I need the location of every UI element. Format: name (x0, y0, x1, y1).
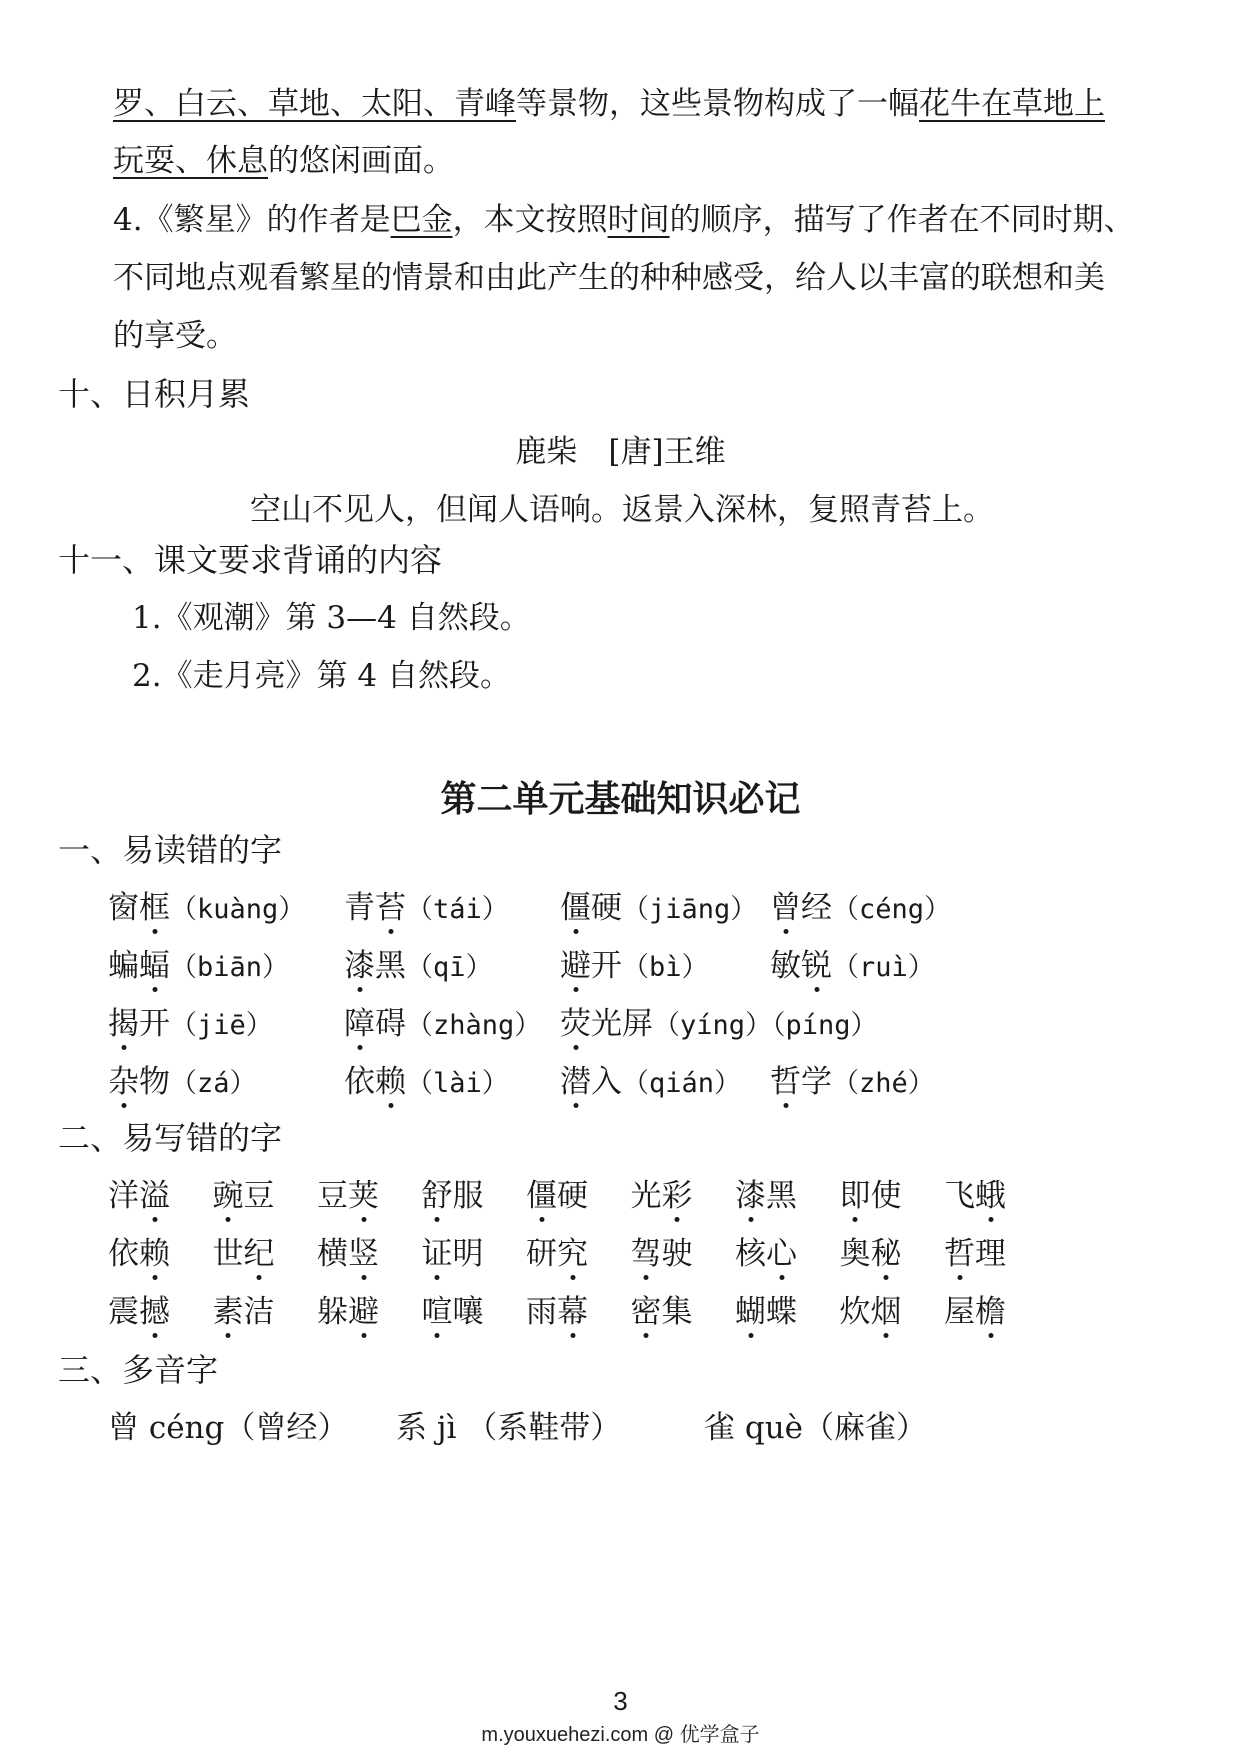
word-char: 嚷 (452, 1294, 484, 1330)
dotted-char: 秘 (870, 1236, 902, 1272)
easy-read-word (108, 946, 289, 988)
dotted-char: 僵 (560, 890, 591, 926)
dotted-char: 框 (139, 890, 170, 926)
easy-write-word (840, 1292, 902, 1332)
section-heading-easy-write: 二、易写错的字 (58, 1119, 283, 1157)
word-char: 横 (317, 1236, 348, 1272)
easy-write-word (213, 1176, 275, 1216)
dotted-char: 苔 (375, 890, 406, 926)
easy-read-word (108, 1004, 273, 1046)
easy-write-word (526, 1234, 588, 1274)
easy-read-word (560, 946, 709, 988)
pinyin: （qián） (622, 1068, 742, 1099)
dotted-char: 喧 (421, 1294, 453, 1330)
dotted-char: 驾 (630, 1236, 662, 1272)
easy-write-word (840, 1176, 902, 1216)
word-char: 黑 (375, 948, 406, 984)
pinyin: （ruì） (832, 952, 935, 983)
polyphone-item-2: 系 jì （系鞋带） (396, 1410, 622, 1446)
unit-title: 第二单元基础知识必记 (440, 779, 801, 820)
easy-read-word (770, 946, 935, 988)
easy-write-word (631, 1176, 693, 1216)
para-line-4: 不同地点观看繁星的情景和由此产生的种种感受，给人以丰富的联想和美 (113, 260, 1105, 296)
easy-read-word (560, 888, 757, 930)
dotted-char: 漆 (344, 948, 375, 984)
word-char: 洋 (108, 1178, 139, 1214)
easy-write-word (735, 1176, 797, 1216)
word-char: 物 (139, 1064, 170, 1100)
easy-write-word (108, 1292, 170, 1332)
word-char: 硬 (557, 1178, 588, 1214)
dotted-char: 锐 (801, 948, 832, 984)
word-char: 理 (975, 1236, 1006, 1272)
pinyin: （biān） (170, 952, 290, 983)
dotted-char: 哲 (770, 1064, 801, 1100)
pinyin: （zhàng） (406, 1010, 542, 1041)
easy-read-word (108, 1062, 257, 1104)
word-char: 使 (870, 1178, 902, 1214)
word-char: 躲 (317, 1294, 348, 1330)
word-char: 经 (801, 890, 832, 926)
page-number: 3 (613, 1686, 628, 1716)
dotted-char: 檐 (975, 1294, 1006, 1330)
answer-underline: 花牛在草地上 (919, 86, 1105, 122)
pinyin: （zhé） (832, 1068, 935, 1099)
easy-write-word (526, 1176, 588, 1216)
word-char: 屋 (944, 1294, 975, 1330)
dotted-char: 杂 (108, 1064, 139, 1100)
dotted-char: 烟 (870, 1294, 902, 1330)
easy-write-word (317, 1292, 379, 1332)
dotted-char: 蝠 (139, 948, 170, 984)
word-char: 敏 (770, 948, 801, 984)
answer-underline: 玩耍、休息 (113, 143, 268, 179)
easy-read-word (344, 1062, 509, 1104)
word-char: 青 (344, 890, 375, 926)
easy-write-word (944, 1176, 1006, 1216)
pinyin: （bì） (622, 952, 709, 983)
answer-underline: 时间 (607, 202, 670, 238)
footer-source: m.youxuehezi.com @ 优学盒子 (481, 1724, 760, 1746)
dotted-char: 溢 (139, 1178, 170, 1214)
easy-write-word (735, 1292, 797, 1332)
dotted-char: 幕 (557, 1294, 588, 1330)
word-char: 世 (212, 1236, 244, 1272)
easy-write-word (944, 1292, 1006, 1332)
word-char: 洁 (243, 1294, 275, 1330)
word-char: 集 (661, 1294, 693, 1330)
dotted-char: 赖 (375, 1064, 406, 1100)
dotted-char: 豌 (212, 1178, 244, 1214)
word-char: 奥 (839, 1236, 871, 1272)
easy-write-word (526, 1292, 588, 1332)
pinyin: （zá） (170, 1068, 257, 1099)
word-char: 入 (591, 1064, 622, 1100)
easy-write-word (422, 1234, 484, 1274)
pinyin: （céng） (832, 894, 952, 925)
easy-write-word (422, 1176, 484, 1216)
dotted-char: 赖 (139, 1236, 170, 1272)
dotted-char: 曾 (770, 890, 801, 926)
easy-read-word (560, 1062, 741, 1104)
poem-line: 空山不见人，但闻人语响。返景入深林，复照青苔上。 (250, 492, 994, 528)
section-heading-polyphone: 三、多音字 (58, 1351, 219, 1389)
word-char: 明 (452, 1236, 484, 1272)
word-char: 豆 (243, 1178, 275, 1214)
word-char: 核 (735, 1236, 766, 1272)
dotted-char: 舒 (421, 1178, 453, 1214)
dotted-char: 即 (839, 1178, 871, 1214)
easy-read-word (344, 888, 509, 930)
word-char: 窗 (108, 890, 139, 926)
pinyin: （jiāng） (622, 894, 758, 925)
easy-write-word (422, 1292, 484, 1332)
word-char: 豆 (317, 1178, 348, 1214)
dotted-char: 荧 (560, 1006, 591, 1042)
section-heading-11: 十一、课文要求背诵的内容 (58, 541, 443, 579)
polyphone-item-3: 雀 què（麻雀） (704, 1410, 928, 1446)
dotted-char: 哲 (944, 1236, 975, 1272)
dotted-char: 僵 (526, 1178, 557, 1214)
easy-write-word (108, 1176, 170, 1216)
dotted-char: 撼 (139, 1294, 170, 1330)
para-line-3: 4.《繁星》的作者是巴金，本文按照时间的顺序，描写了作者在不同时期、 (113, 202, 1135, 238)
easy-write-word (317, 1234, 379, 1274)
dotted-char: 荚 (348, 1178, 379, 1214)
word-char: 蝶 (766, 1294, 797, 1330)
word-char: 光屏 (591, 1006, 653, 1042)
word-char: 学 (801, 1064, 832, 1100)
dotted-char: 密 (630, 1294, 662, 1330)
pinyin: （yíng）（píng） (653, 1010, 878, 1041)
dotted-char: 纪 (243, 1236, 275, 1272)
word-char: 炊 (839, 1294, 871, 1330)
easy-write-word (840, 1234, 902, 1274)
dotted-char: 素 (212, 1294, 244, 1330)
word-char: 震 (108, 1294, 139, 1330)
answer-underline: 罗、白云、草地、太阳、青峰 (113, 86, 516, 122)
pinyin: （jiē） (170, 1010, 273, 1041)
easy-read-word (344, 1004, 541, 1046)
dotted-char: 证 (421, 1236, 453, 1272)
para-line-5: 的享受。 (113, 318, 237, 354)
dotted-char: 心 (766, 1236, 797, 1272)
word-char: 蝙 (108, 948, 139, 984)
recite-item-2: 2.《走月亮》第 4 自然段。 (132, 658, 512, 694)
dotted-char: 避 (348, 1294, 379, 1330)
pinyin: （qī） (406, 952, 493, 983)
pinyin: （kuàng） (170, 894, 306, 925)
easy-read-word (560, 1004, 878, 1046)
easy-write-word (317, 1176, 379, 1216)
dotted-char: 揭 (108, 1006, 139, 1042)
easy-read-word (770, 1062, 935, 1104)
poem-title: 鹿柴 [唐]王维 (515, 434, 726, 470)
pinyin: （lài） (406, 1068, 509, 1099)
dotted-char: 蝴 (735, 1294, 766, 1330)
section-heading-easy-read: 一、易读错的字 (58, 831, 283, 869)
word-char: 驶 (661, 1236, 693, 1272)
word-char: 依 (344, 1064, 375, 1100)
easy-write-word (631, 1234, 693, 1274)
dotted-char: 潜 (560, 1064, 591, 1100)
word-char: 服 (452, 1178, 484, 1214)
word-char: 依 (108, 1236, 139, 1272)
easy-write-word (213, 1234, 275, 1274)
polyphone-item-1: 曾 céng（曾经） (108, 1410, 349, 1446)
answer-underline: 巴金 (390, 202, 453, 238)
word-char: 开 (139, 1006, 170, 1042)
dotted-char: 避 (560, 948, 591, 984)
recite-item-1: 1.《观潮》第 3—4 自然段。 (132, 600, 531, 636)
word-char: 碍 (375, 1006, 406, 1042)
word-char: 开 (591, 948, 622, 984)
word-char: 雨 (526, 1294, 557, 1330)
word-char: 研 (526, 1236, 557, 1272)
dotted-char: 竖 (348, 1236, 379, 1272)
dotted-char: 蛾 (975, 1178, 1006, 1214)
easy-write-word (735, 1234, 797, 1274)
easy-write-word (213, 1292, 275, 1332)
word-char: 光 (630, 1178, 662, 1214)
dotted-char: 究 (557, 1236, 588, 1272)
easy-read-word (344, 946, 493, 988)
word-char: 硬 (591, 890, 622, 926)
pinyin: （tái） (406, 894, 509, 925)
easy-write-word (631, 1292, 693, 1332)
easy-write-word (108, 1234, 170, 1274)
easy-read-word (108, 888, 305, 930)
easy-write-word (944, 1234, 1006, 1274)
dotted-char: 障 (344, 1006, 375, 1042)
dotted-char: 彩 (661, 1178, 693, 1214)
dotted-char: 漆 (735, 1178, 766, 1214)
word-char: 黑 (766, 1178, 797, 1214)
section-heading-10: 十、日积月累 (58, 375, 251, 413)
para-line-1: 罗、白云、草地、太阳、青峰等景物，这些景物构成了一幅花牛在草地上 (113, 86, 1105, 122)
word-char: 飞 (944, 1178, 975, 1214)
easy-read-word (770, 888, 951, 930)
para-line-2: 玩耍、休息的悠闲画面。 (113, 143, 454, 179)
